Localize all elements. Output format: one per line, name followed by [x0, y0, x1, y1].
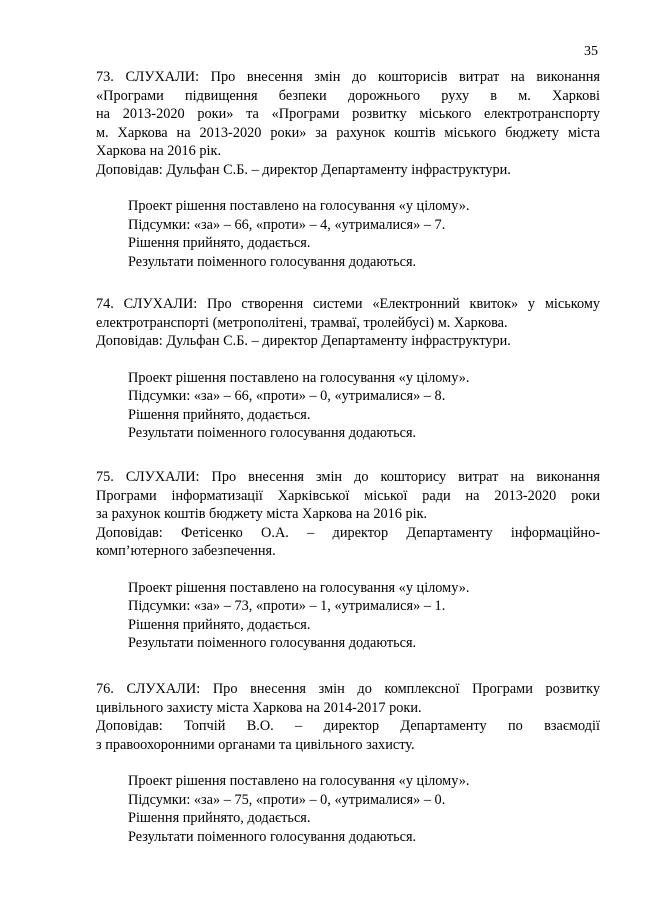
item-title-line: 75. СЛУХАЛИ: Про внесення змін до кошторису витрат на виконання [96, 469, 600, 485]
item-title-line: «Програми підвищення безпеки дорожнього руху в м. Харкові [96, 87, 600, 104]
vote-totals: Підсумки: «за» – 73, «проти» – 1, «утрималися» – 1. [128, 598, 446, 614]
vote-block [96, 579, 600, 653]
speaker-line: Доповідав: Топчій В.О. – директор Департаменту по взаємодії [96, 718, 600, 734]
vote-totals: Підсумки: «за» – 66, «проти» – 4, «утрималися» – 7. [128, 216, 446, 233]
vote-proposal: Проект рішення поставлено на голосування «у цілому». [128, 773, 470, 789]
speaker-line: комп’ютерного забезпечення. [96, 543, 276, 559]
vote-results: Результати поіменного голосування додаються. [128, 828, 417, 845]
item-title-line: цивільного захисту міста Харкова на 2014-2017 роки. [96, 699, 422, 716]
agenda-item-76 [96, 680, 600, 846]
agenda-item-75 [96, 468, 600, 653]
vote-proposal: Проект рішення поставлено на голосування «у цілому». [128, 369, 470, 386]
vote-results: Результати поіменного голосування додаються. [128, 635, 417, 651]
vote-decision: Рішення прийнято, додається. [128, 616, 311, 633]
agenda-item-73 [96, 68, 600, 271]
vote-proposal: Проект рішення поставлено на голосування «у цілому». [128, 198, 470, 214]
vote-block [96, 369, 600, 443]
item-title-line: 73. СЛУХАЛИ: Про внесення змін до кошторисів витрат на виконання [96, 69, 600, 85]
vote-results: Результати поіменного голосування додаються. [128, 253, 417, 270]
item-title-line: 74. СЛУХАЛИ: Про створення системи «Електронний квиток» у міському [96, 296, 601, 312]
speaker-line: Доповідав: Фетісенко О.А. – директор Департаменту інформаційно- [96, 524, 600, 541]
item-heading: 76. СЛУХАЛИ: [96, 681, 201, 697]
item-heading: 75. СЛУХАЛИ: [96, 469, 200, 485]
vote-block [96, 772, 600, 846]
vote-decision: Рішення прийнято, додається. [128, 235, 311, 251]
speaker-line: Доповідав: Дульфан С.Б. – директор Департаменту інфраструктури. [96, 333, 511, 349]
item-title-line: 76. СЛУХАЛИ: Про внесення змін до комплексної Програми розвитку [96, 681, 600, 697]
agenda-item-74 [96, 295, 600, 443]
vote-totals: Підсумки: «за» – 66, «проти» – 0, «утрималися» – 8. [128, 388, 446, 404]
item-title-line: на 2013-2020 роки» та «Програми розвитку міського електротранспорту [96, 106, 600, 122]
vote-decision: Рішення прийнято, додається. [128, 406, 311, 423]
vote-decision: Рішення прийнято, додається. [128, 810, 311, 826]
item-title-line: м. Харкова на 2013-2020 роки» за рахунок коштів міського бюджету міста [96, 124, 600, 141]
vote-results: Результати поіменного голосування додаються. [128, 425, 417, 441]
item-heading: 73. СЛУХАЛИ: [96, 69, 200, 85]
vote-totals: Підсумки: «за» – 75, «проти» – 0, «утрималися» – 0. [128, 791, 446, 808]
item-title-line: Програми інформатизації Харківської міської ради на 2013-2020 роки [96, 487, 600, 504]
vote-proposal: Проект рішення поставлено на голосування «у цілому». [128, 579, 470, 596]
item-heading: 74. СЛУХАЛИ: [96, 296, 198, 312]
speaker-line: Доповідав: Дульфан С.Б. – директор Департаменту інфраструктури. [96, 161, 511, 178]
item-title-line: Харкова на 2016 рік. [96, 143, 222, 159]
item-title-line: за рахунок коштів бюджету міста Харкова на 2016 рік. [96, 506, 428, 522]
item-title-line: електротранспорті (метрополітені, трамваї, тролейбусі) м. Харкова. [96, 314, 508, 331]
speaker-line: з правоохоронними органами та цивільного захисту. [96, 736, 415, 753]
vote-block [96, 197, 600, 271]
page-number: 35 [584, 44, 598, 59]
